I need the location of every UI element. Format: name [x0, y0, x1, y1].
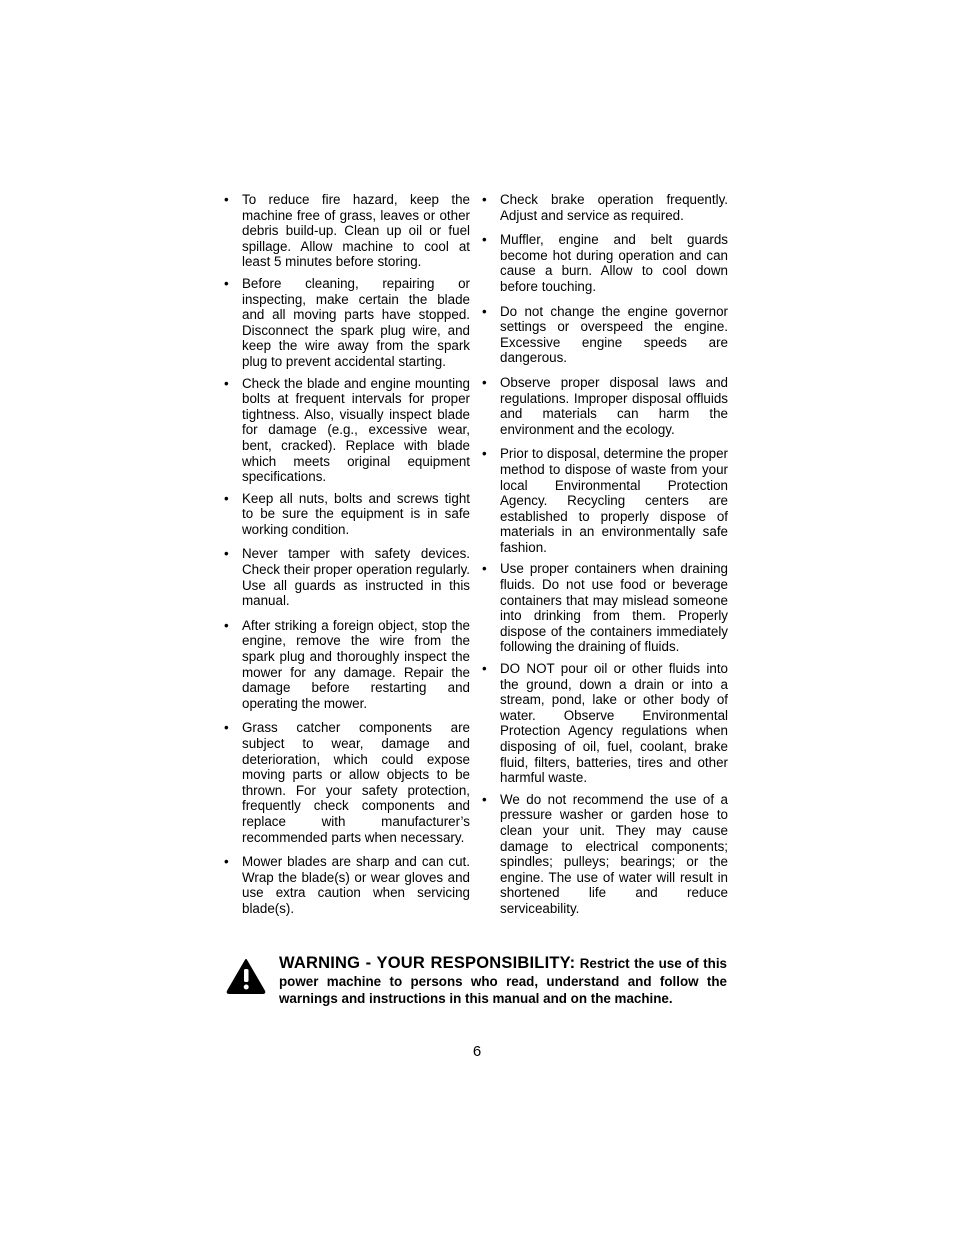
bullet: • [224, 375, 229, 391]
list-item-text: Before cleaning, repairing or inspecting, make certain the blade and all moving parts have stopped. Disconnect the spark plug wire, and keep the wire away from the spark plug to prevent accidental starting. [242, 275, 470, 369]
list-item-text: Mower blades are sharp and can cut. Wrap the blade(s) or wear gloves and use extra caution when servicing blade(s). [242, 854, 470, 916]
bullet: • [482, 374, 487, 390]
bullet: • [224, 490, 229, 506]
list-item-text: Check brake operation frequently. Adjust and service as required. [500, 192, 728, 223]
list-item [224, 720, 470, 845]
list-item [482, 304, 728, 366]
bullet: • [482, 232, 487, 248]
list-item-text: Keep all nuts, bolts and screws tight to be sure the equipment is in safe working condition. [242, 490, 470, 537]
list-item [482, 561, 728, 655]
list-item [482, 661, 728, 786]
right-column [482, 192, 728, 917]
page-number: 6 [472, 1043, 482, 1060]
warning-block [224, 955, 727, 1008]
list-item [224, 276, 470, 370]
list-item-text: Do not change the engine governor settings or overspeed the engine. Excessive engine speeds are dangerous. [500, 303, 728, 366]
bullet: • [224, 720, 229, 736]
bullet: • [224, 854, 229, 870]
bullet: • [224, 275, 229, 291]
warning-triangle-icon [226, 958, 266, 994]
list-item-text: Muffler, engine and belt guards become hot during operation and can cause a burn. Allow to cool down before touching. [500, 232, 728, 294]
list-item-text: Observe proper disposal laws and regulations. Improper disposal offluids and materials can harm the environment and the ecology. [500, 374, 728, 437]
list-item-text: Prior to disposal, determine the proper method to dispose of waste from your local Environmental Protection Agency. Recycling centers are established to properly dispose of materials in an environmentally safe fashion. [500, 446, 728, 555]
warning-message: Restrict the use of this power machine to persons who read, understand and follow the warnings and instructions in this manual and on the machine. [279, 956, 727, 1007]
list-item [482, 375, 728, 437]
left-column [224, 192, 470, 917]
list-item-text: We do not recommend the use of a pressure washer or garden hose to clean your unit. They may cause damage to electrical components; spindles; pulleys; bearings; or the engine. The use of water will result in shortened life and reduce serviceability. [500, 791, 728, 916]
warning-text [279, 955, 727, 1008]
bullet: • [482, 446, 487, 462]
list-item-text: Grass catcher components are subject to wear, damage and deterioration, which could expose moving parts or allow objects to be thrown. For your safety protection, frequently check components and replace with manufacturer’s recommended parts when necessary. [242, 720, 470, 845]
bullet: • [482, 192, 487, 207]
list-item-text: Use proper containers when draining fluids. Do not use food or beverage containers that may mislead someone into drinking from them. Properly dispose of the containers immediately following the draining of fluids. [500, 561, 728, 655]
bullet: • [224, 546, 229, 562]
list-item-text: Never tamper with safety devices. Check their proper operation regularly. Use all guards as instructed in this manual. [242, 546, 470, 609]
bullet: • [482, 303, 487, 319]
list-item-text: To reduce fire hazard, keep the machine free of grass, leaves or other debris build-up. Clean up oil or fuel spillage. Allow machine to cool at least 5 minutes before storing. [242, 192, 470, 270]
list-item [482, 792, 728, 917]
list-item [224, 854, 470, 916]
bullet: • [482, 561, 487, 577]
list-item [224, 192, 470, 270]
list-item-text: Check the blade and engine mounting bolts at frequent intervals for proper tightness. Also, visually inspect blade for damage (e.g., excessive wear, bent, cracked). Replace with blade which meets original equipment specifications. [242, 375, 470, 485]
list-item-text: DO NOT pour oil or other fluids into the ground, down a drain or into a stream, pond, lake or other body of water. Observe Environmental Protection Agency regulations when disposing of oil, fuel, coolant, brake fluid, filters, batteries, tires and other harmful waste. [500, 661, 728, 786]
list-item-text: After striking a foreign object, stop the engine, remove the wire from the spark plug and thoroughly inspect the mower for any damage. Repair the damage before restarting and operating the mower. [242, 617, 470, 711]
list-item [224, 376, 470, 485]
list-item [482, 232, 728, 294]
warning-title: WARNING - YOUR RESPONSIBILITY: [279, 954, 576, 972]
bullet: • [482, 661, 487, 677]
bullet: • [224, 617, 229, 633]
list-item [482, 446, 728, 555]
list-item [224, 546, 470, 608]
list-item [224, 618, 470, 712]
list-item [224, 491, 470, 538]
bullet: • [224, 192, 229, 207]
bullet: • [482, 791, 487, 807]
list-item [482, 192, 728, 223]
